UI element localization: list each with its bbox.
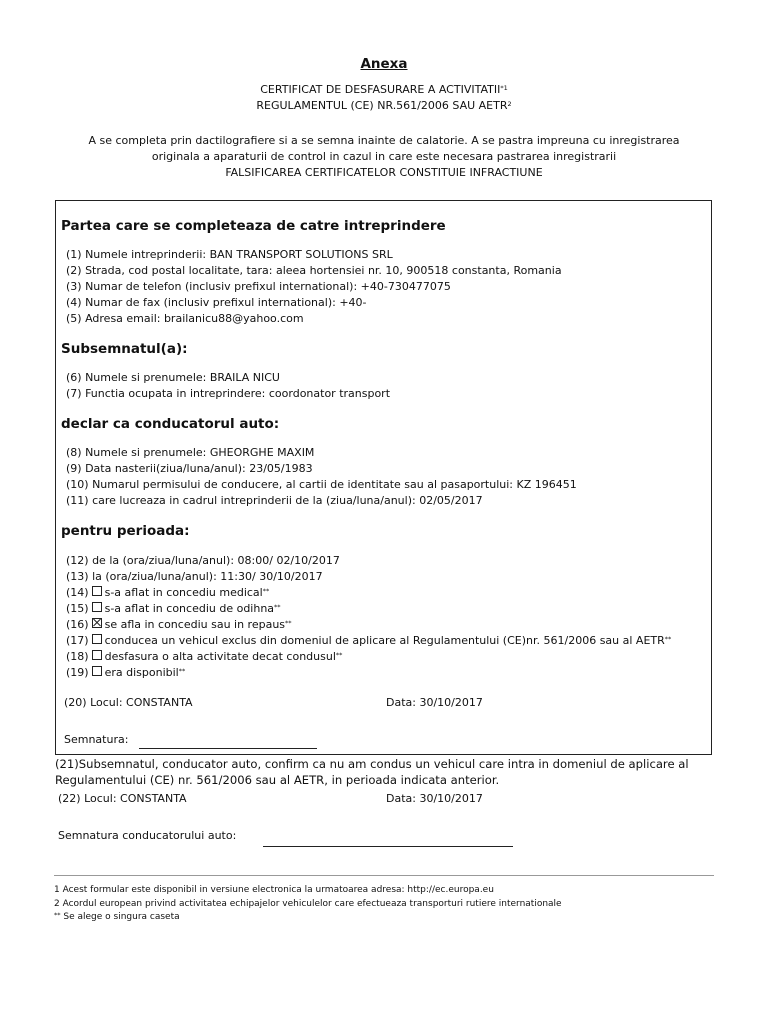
option-label: conducea un vehicul exclus din domeniul de aplicare al Regulamentului (CE)nr. 561/2006 sau al AETR — [104, 634, 665, 647]
company-fax-field: (4) Numar de fax (inclusiv prefixul international): +40- — [66, 296, 367, 309]
checkbox[interactable] — [92, 586, 102, 596]
driver-confirmation-line-1: (21)Subsemnatul, conducator auto, confirm ca nu am condus un vehicul care intra in domeniul de aplicare al — [55, 757, 689, 771]
driver-employment-date-field: (11) care lucreaza in cadrul intreprinderii de la (ziua/luna/anul): 02/05/2017 — [66, 494, 483, 507]
undersigned-position-field: (7) Functia ocupata in intreprindere: coordonator transport — [66, 387, 391, 400]
period-option-row — [66, 585, 671, 601]
period-heading: pentru perioada: — [61, 523, 190, 539]
instructions — [0, 133, 768, 181]
option-label: desfasura o alta activitate decat condusul — [104, 650, 336, 663]
company-signature-line[interactable] — [139, 747, 317, 749]
undersigned-heading: Subsemnatul(a): — [61, 341, 188, 357]
period-details — [66, 553, 671, 681]
checkbox[interactable] — [92, 634, 102, 644]
driver-confirmation-line-2: Regulamentului (CE) nr. 561/2006 sau al AETR, in perioada indicata anterior. — [55, 773, 500, 787]
undersigned-name-field: (6) Numele si prenumele: BRAILA NICU — [66, 371, 280, 384]
option-number: (17) — [66, 634, 89, 647]
company-signature-label: Semnatura: — [64, 733, 129, 746]
option-number: (16) — [66, 618, 89, 631]
company-date-field: Data: 30/10/2017 — [386, 696, 483, 709]
company-details — [66, 247, 562, 327]
option-footnote-marker: ** — [262, 587, 270, 595]
certificate-title — [0, 82, 768, 98]
option-footnote-marker: ** — [664, 635, 672, 643]
company-address-field: (2) Strada, cod postal localitate, tara: aleea hortensiei nr. 10, 900518 constanta, Romania — [66, 264, 562, 277]
driver-heading: declar ca conducatorul auto: — [61, 416, 280, 432]
driver-details — [66, 445, 577, 509]
period-start-field: (12) de la (ora/ziua/luna/anul): 08:00/ 02/10/2017 — [66, 554, 340, 567]
checkbox[interactable] — [92, 650, 102, 660]
period-end-field: (13) la (ora/ziua/luna/anul): 11:30/ 30/10/2017 — [66, 570, 323, 583]
option-number: (18) — [66, 650, 89, 663]
footnotes — [54, 884, 562, 925]
option-label: s-a aflat in concediu medical — [104, 586, 263, 599]
option-footnote-marker: ** — [178, 667, 186, 675]
forgery-warning: FALSIFICAREA CERTIFICATELOR CONSTITUIE INFRACTIUNE — [225, 166, 543, 179]
option-footnote-marker: ** — [285, 619, 292, 627]
footnote-3-text: Se alege o singura caseta — [60, 912, 180, 922]
period-option-row — [66, 617, 671, 633]
driver-birthdate-field: (9) Data nasterii(ziua/luna/anul): 23/05/1983 — [66, 462, 313, 475]
period-option-row — [66, 649, 671, 665]
period-option-row — [66, 633, 671, 649]
footnote-3-marker: ** — [54, 911, 61, 919]
checkbox[interactable] — [92, 602, 102, 612]
option-label: s-a aflat in concediu de odihna — [104, 602, 275, 615]
driver-signature-label: Semnatura conducatorului auto: — [58, 829, 237, 842]
driver-signature-line[interactable] — [263, 845, 513, 847]
company-email-field: (5) Adresa email: brailanicu88@yahoo.com — [66, 312, 304, 325]
period-option-row — [66, 665, 671, 681]
checked-checkbox[interactable] — [92, 618, 102, 628]
period-options — [66, 585, 671, 681]
company-phone-field: (3) Numar de telefon (inclusiv prefixul international): +40-730477075 — [66, 280, 451, 293]
checkbox[interactable] — [92, 666, 102, 676]
driver-confirmation — [55, 756, 689, 788]
company-place-field: (20) Locul: CONSTANTA — [64, 696, 193, 709]
period-option-row — [66, 601, 671, 617]
instructions-line-1: A se completa prin dactilografiere si a se semna inainte de calatorie. A se pastra impreuna cu inregistrarea — [88, 134, 680, 147]
option-number: (15) — [66, 602, 89, 615]
footnote-3 — [54, 911, 562, 925]
certificate-title-text: CERTIFICAT DE DESFASURARE A ACTIVITATII — [260, 83, 501, 96]
driver-place-field: (22) Locul: CONSTANTA — [58, 792, 187, 805]
option-number: (19) — [66, 666, 89, 679]
company-section-heading: Partea care se completeaza de catre intreprindere — [61, 218, 446, 234]
option-number: (14) — [66, 586, 89, 599]
footnote-2: 2 Acordul european privind activitatea echipajelor vehiculelor care efectueaza transporturi rutiere internationale — [54, 898, 562, 909]
option-footnote-marker: ** — [335, 651, 343, 659]
undersigned-details — [66, 370, 390, 402]
page-title: Anexa — [360, 56, 408, 72]
regulation-title — [0, 98, 768, 114]
option-label: se afla in concediu sau in repaus — [104, 618, 286, 631]
option-label: era disponibil — [104, 666, 179, 679]
driver-license-field: (10) Numarul permisului de conducere, al cartii de identitate sau al pasaportului: KZ 196451 — [66, 478, 577, 491]
footnote-ref-1: *1 — [500, 84, 508, 92]
option-footnote-marker: ** — [274, 603, 281, 611]
footnote-ref-2: 2 — [507, 100, 512, 108]
footnote-divider — [54, 875, 714, 876]
driver-name-field: (8) Numele si prenumele: GHEORGHE MAXIM — [66, 446, 315, 459]
driver-date-field: Data: 30/10/2017 — [386, 792, 483, 805]
footnote-1: 1 Acest formular este disponibil in versiune electronica la urmatoarea adresa: http://ec.europa.eu — [54, 885, 494, 895]
instructions-line-2: originala a aparaturii de control in cazul in care este necesara pastrarea inregistrarii — [151, 150, 617, 163]
regulation-title-text: REGULAMENTUL (CE) NR.561/2006 SAU AETR — [256, 99, 508, 112]
company-name-field: (1) Numele intreprinderii: BAN TRANSPORT SOLUTIONS SRL — [66, 248, 393, 261]
